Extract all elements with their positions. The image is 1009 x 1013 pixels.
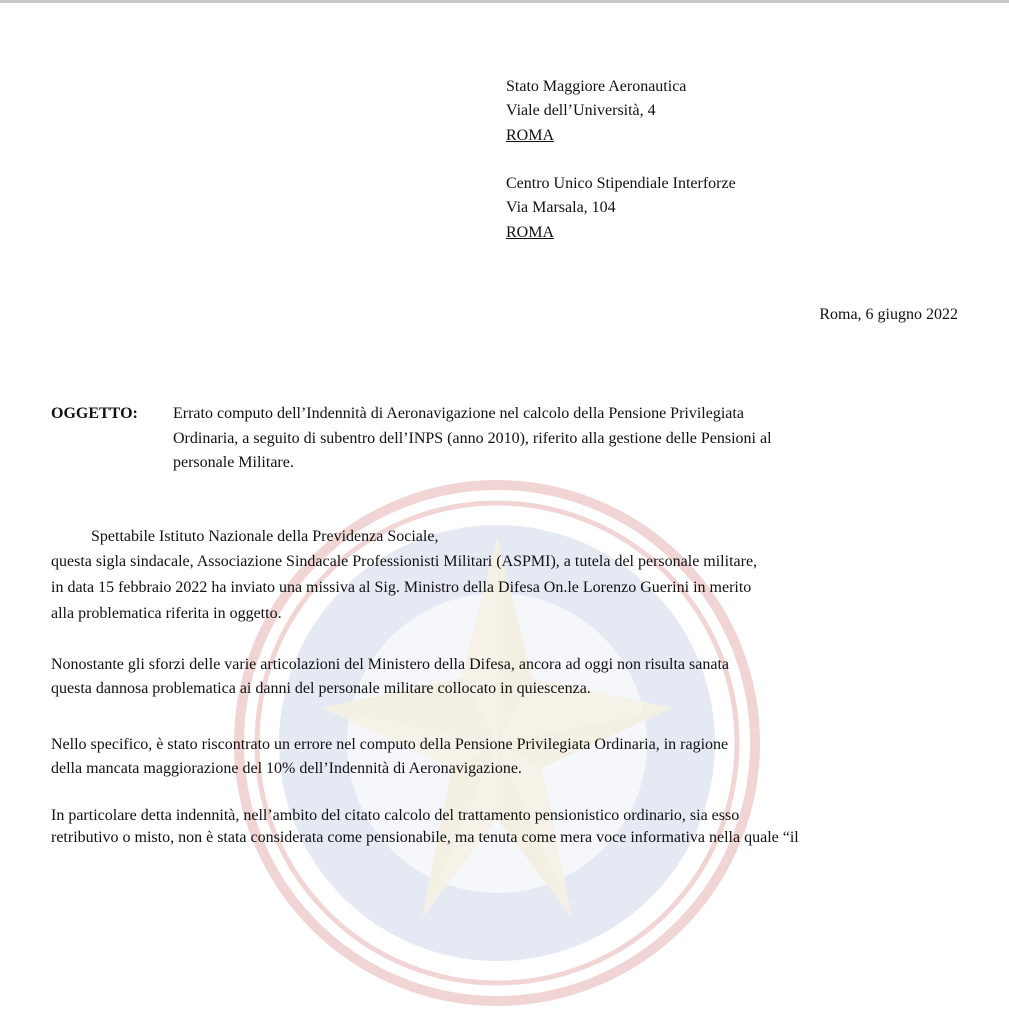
recipient-2-name: Centro Unico Stipendiale Interforze — [506, 175, 736, 192]
subject-line: Ordinaria, a seguito di subentro dell’INPS (anno 2010), riferito alla gestione delle Pensioni al — [173, 430, 772, 447]
paragraph-1-line: alla problematica riferita in oggetto. — [51, 605, 282, 622]
recipient-2-street: Via Marsala, 104 — [506, 199, 616, 216]
paragraph-1-line: in data 15 febbraio 2022 ha inviato una missiva al Sig. Ministro della Difesa On.le Lorenzo Guerini in merito — [51, 579, 752, 596]
subject-label: OGGETTO: — [51, 405, 138, 422]
recipient-1-street: Viale dell’Università, 4 — [506, 102, 656, 119]
recipient-1-city: ROMA — [506, 127, 555, 144]
paragraph-3-line: della mancata maggiorazione del 10% dell’Indennità di Aeronavigazione. — [51, 760, 522, 777]
recipient-2-city: ROMA — [506, 224, 555, 241]
paragraph-4-line: retributivo o misto, non è stata considerata come pensionabile, ma tenuta come mera voce informativa nella quale “il — [51, 829, 799, 846]
subject-line: personale Militare. — [173, 454, 294, 471]
subject-line: Errato computo dell’Indennità di Aeronavigazione nel calcolo della Pensione Privilegiata — [173, 405, 744, 422]
paragraph-2-line: questa dannosa problematica ai danni del personale militare collocato in quiescenza. — [51, 680, 591, 697]
paragraph-1-line: questa sigla sindacale, Associazione Sindacale Professionisti Militari (ASPMI), a tutela del personale militare, — [51, 553, 758, 570]
paragraph-3-line: Nello specifico, è stato riscontrato un errore nel computo della Pensione Privilegiata Ordinaria, in ragione — [51, 736, 729, 753]
page-top-border — [0, 0, 1009, 3]
paragraph-4-line: In particolare detta indennità, nell’ambito del citato calcolo del trattamento pensionistico ordinario, sia esso — [51, 807, 740, 824]
greeting: Spettabile Istituto Nazionale della Previdenza Sociale, — [91, 528, 439, 545]
recipient-1-name: Stato Maggiore Aeronautica — [506, 78, 687, 95]
letter-date: Roma, 6 giugno 2022 — [819, 306, 958, 323]
paragraph-2-line: Nonostante gli sforzi delle varie articolazioni del Ministero della Difesa, ancora ad oggi non risulta sanata — [51, 656, 729, 673]
